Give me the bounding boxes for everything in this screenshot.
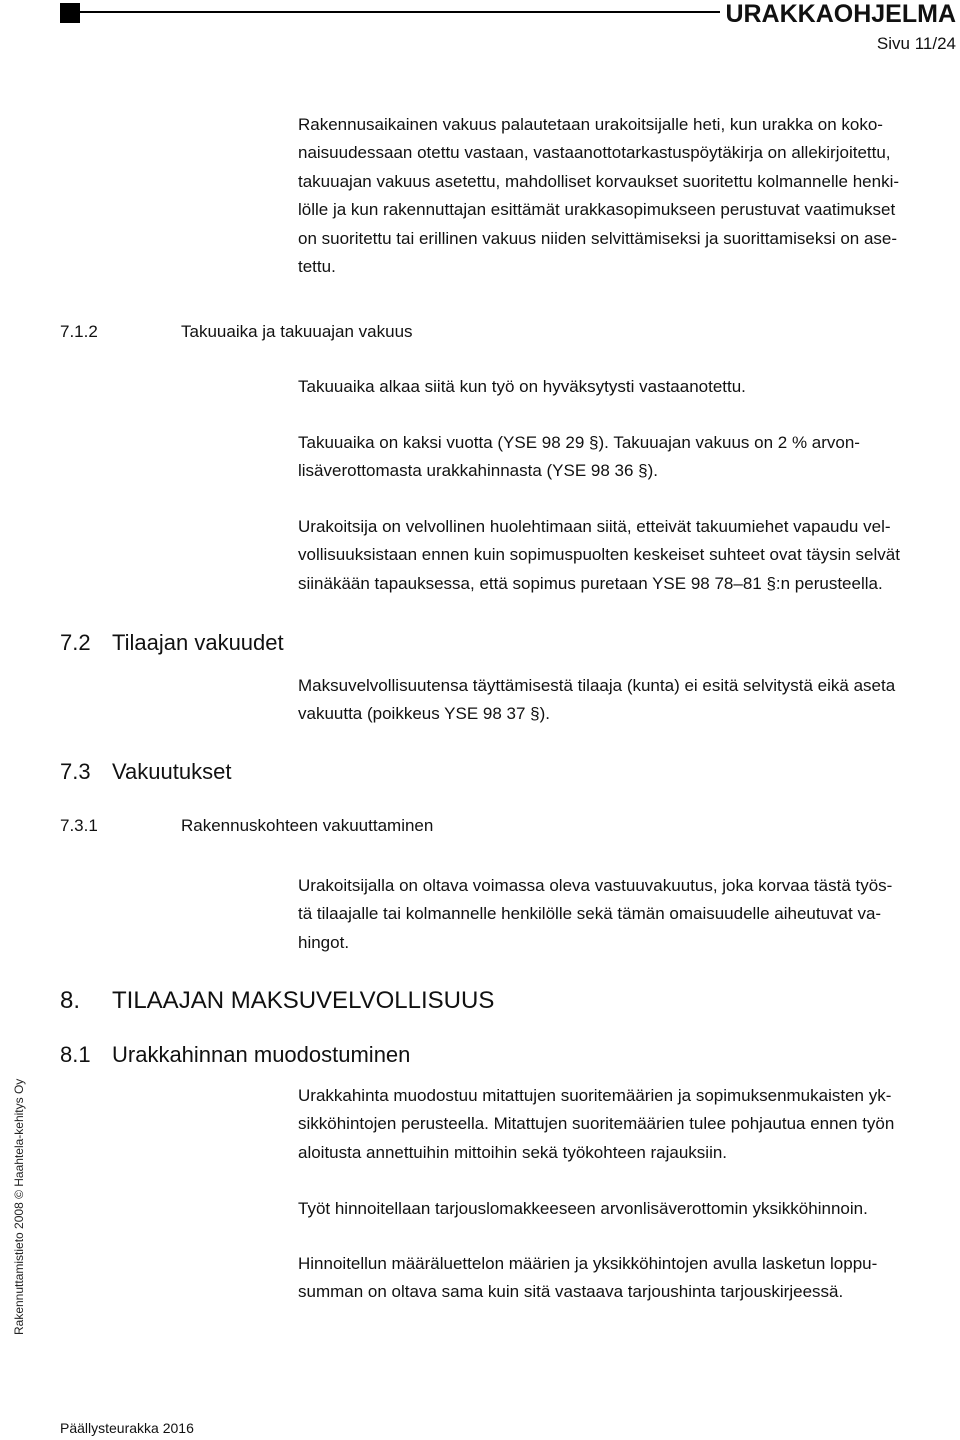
header-rule: [80, 11, 720, 13]
heading-title: Tilaajan vakuudet: [112, 630, 284, 655]
heading-number: 8.: [60, 987, 81, 1014]
heading-7-1-2-title: Takuuaika ja takuuajan vakuus: [181, 322, 413, 341]
paragraph-takuuaika-alkaa: [298, 373, 960, 401]
paragraph-tyot-hinnoitellaan: [298, 1195, 960, 1223]
paragraph-vastuuvakuutus: [298, 872, 960, 957]
text-line: lölle ja kun rakennuttajan esittämät urakkasopimukseen perustuvat vaatimukset: [298, 200, 896, 220]
heading-title: Vakuutukset: [112, 759, 232, 784]
heading-7-2: [60, 628, 284, 658]
heading-7-3-1-title: Rakennuskohteen vakuuttaminen: [181, 816, 434, 835]
paragraph-rakennusaikainen-vakuus: [298, 111, 960, 281]
heading-7-3-1-number: 7.3.1: [60, 816, 98, 835]
text-line: on suoritettu tai erillinen vakuus niiden selvittämiseksi ja suorittamiseksi on ase-: [298, 228, 898, 248]
heading-8-1: [60, 1040, 410, 1070]
text-line: hingot.: [298, 932, 350, 952]
heading-7-1-2-number: 7.1.2: [60, 322, 98, 341]
paragraph-takuuaika-vuotta: [298, 429, 960, 486]
text-line: Urakoitsijalla on oltava voimassa oleva vastuuvakuutus, joka korvaa tästä työs-: [298, 876, 893, 895]
text-line: Urakkahinta muodostuu mitattujen suoritemäärien ja sopimuksenmukaisten yk-: [298, 1086, 892, 1105]
heading-title: TILAAJAN MAKSUVELVOLLISUUS: [112, 987, 495, 1014]
heading-8: [60, 985, 494, 1017]
text-line: Takuuaika on kaksi vuotta (YSE 98 29 §). Takuuajan vakuus on 2 % arvon-: [298, 433, 860, 452]
paragraph-urakkahinta-muodostuu: [298, 1082, 960, 1167]
text-line: Hinnoitellun määräluettelon määrien ja yksikköhintojen avulla lasketun loppu-: [298, 1254, 878, 1273]
paragraph-urakoitsija-velvollinen: [298, 513, 960, 598]
footer-document-name: Päällysteurakka 2016: [60, 1420, 194, 1436]
heading-number: 7.3: [60, 759, 91, 784]
text-line: tä tilaajalle tai kolmannelle henkilölle sekä tämän omaisuudelle aiheutuvat va-: [298, 904, 882, 924]
text-line: Työt hinnoitellaan tarjouslomakkeeseen arvonlisäverottomin yksikköhinnoin.: [298, 1199, 868, 1218]
copyright-sidebar: Rakennuttamistieto 2008 © Haahtela-kehitys Oy: [12, 1078, 26, 1335]
text-line: Maksuvelvollisuutensa täyttämisestä tilaaja (kunta) ei esitä selvitystä eikä aseta: [298, 676, 896, 695]
page-number: Sivu 11/24: [876, 34, 956, 53]
text-line: takuuajan vakuus asetettu, mahdolliset korvaukset suoritettu kolmannelle henki-: [298, 171, 900, 191]
header-square-mark: [60, 3, 80, 23]
heading-title: Urakkahinnan muodostuminen: [112, 1042, 411, 1067]
text-line: Urakoitsija on velvollinen huolehtimaan siitä, etteivät takuumiehet vapaudu vel-: [298, 517, 891, 536]
heading-7-3: [60, 757, 231, 787]
text-line: aloitusta annettuihin mittoihin sekä työkohteen rajauksiin.: [298, 1142, 728, 1162]
text-line: naisuudessaan otettu vastaan, vastaanottotarkastuspöytäkirja on allekirjoitettu,: [298, 143, 891, 163]
text-line: siinäkään tapauksessa, että sopimus puretaan YSE 98 78–81 §:n perusteella.: [298, 573, 883, 593]
heading-number: 7.2: [60, 630, 91, 655]
text-line: summan on oltava sama kuin sitä vastaava tarjoushinta tarjouskirjeessä.: [298, 1282, 844, 1302]
text-line: Takuuaika alkaa siitä kun työ on hyväksytysti vastaanotettu.: [298, 377, 746, 396]
paragraph-hinnoitellun-maaraluettelon: [298, 1250, 960, 1307]
document-title: URAKKAOHJELMA: [725, 0, 956, 28]
text-line: lisäverottomasta urakkahinnasta (YSE 98 36 §).: [298, 461, 659, 481]
text-line: vakuutta (poikkeus YSE 98 37 §).: [298, 704, 551, 724]
text-line: vollisuuksistaan ennen kuin sopimuspuolten keskeiset suhteet ovat täysin selvät: [298, 545, 900, 565]
paragraph-maksuvelvollisuutensa: [298, 672, 960, 729]
text-line: tettu.: [298, 257, 336, 277]
text-line: sikköhintojen perusteella. Mitattujen suoritemäärien tulee pohjautua ennen työn: [298, 1114, 895, 1134]
text-line: Rakennusaikainen vakuus palautetaan urakoitsijalle heti, kun urakka on koko-: [298, 115, 883, 134]
heading-number: 8.1: [60, 1042, 91, 1067]
